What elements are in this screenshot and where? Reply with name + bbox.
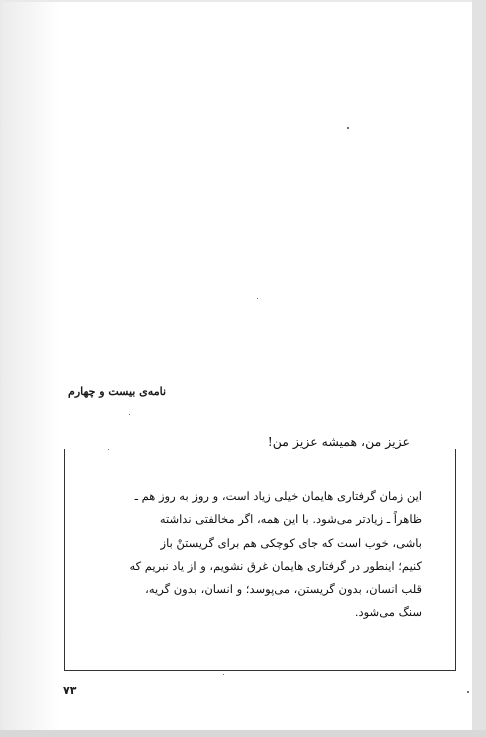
scan-edge-right: [472, 0, 486, 737]
body-line: سنگ می‌شود.: [354, 605, 422, 620]
scan-shadow: [2, 2, 60, 730]
body-line: باشی، خوب است که جای کوچکی هم برای گریستنْ باز: [160, 535, 422, 550]
scan-speck: [257, 298, 258, 299]
body-line: این زمان گرفتاری هایمان خیلی زیاد است، و روز به روز هم ـ: [134, 489, 422, 503]
scan-edge-bottom: [0, 730, 486, 737]
letter-salutation: عزیز من، همیشه عزیز من!: [267, 434, 410, 449]
scan-speck: [467, 691, 469, 693]
page-number: ۷۳: [63, 684, 77, 697]
letter-body: [102, 485, 422, 625]
body-line: قلب انسان، بدون گریستن، می‌پوسد؛ و انسان، بدون گریه،: [145, 582, 422, 597]
scan-speck: [347, 127, 349, 129]
body-line: کنیم؛ اینطور در گرفتاری هایمان غرق نشویم، و از یاد نبریم که: [129, 558, 422, 573]
book-page: [2, 2, 472, 730]
scan-speck: [129, 414, 130, 415]
chapter-title: نامه‌ی بیست و چهارم: [68, 385, 166, 398]
scan-speck: [223, 674, 224, 675]
body-line: ظاهراً ـ زیادتر می‌شود. با این همه، اگر مخالفتی نداشته: [159, 512, 422, 527]
